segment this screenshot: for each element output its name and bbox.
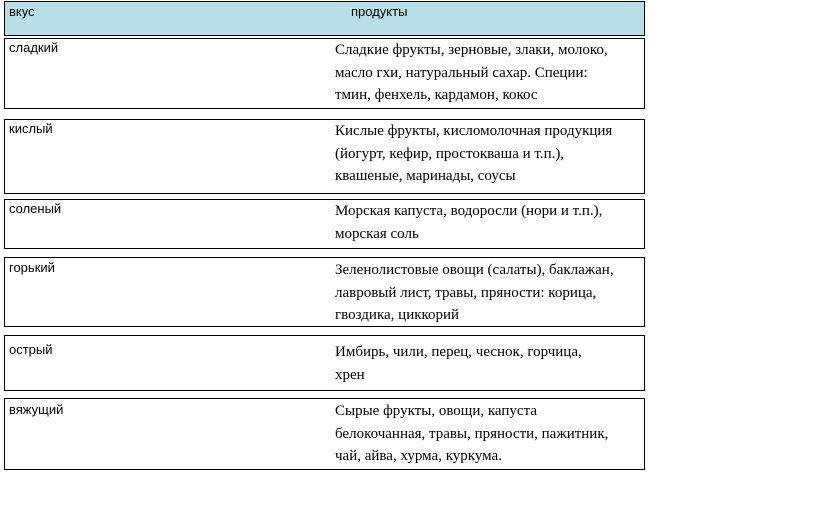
- products-cell: [335, 200, 647, 245]
- products-line: Сладкие фрукты, зерновые, злаки, молоко,: [335, 42, 608, 58]
- table-row: [4, 199, 645, 249]
- table-row: [4, 257, 645, 327]
- taste-cell: соленый: [9, 201, 62, 216]
- table-row: [4, 119, 645, 194]
- products-cell: [335, 120, 647, 188]
- taste-cell: вяжущий: [9, 402, 64, 417]
- table-row: [4, 335, 645, 391]
- header-taste: вкус: [9, 4, 35, 19]
- taste-cell: сладкий: [9, 40, 59, 55]
- table-row: [4, 398, 645, 470]
- products-line: масло гхи, натуральный сахар. Специи:: [335, 64, 588, 81]
- products-cell: [335, 400, 647, 468]
- taste-cell: горький: [9, 260, 55, 275]
- products-line: тмин, фенхель, кардамон, кокос: [335, 87, 538, 103]
- taste-cell: кислый: [9, 121, 53, 136]
- products-line: Сырые фрукты, овощи, капуста: [335, 403, 537, 419]
- products-line: лавровый лист, травы, пряности: корица,: [335, 284, 597, 301]
- products-line: квашеные, маринады, соусы: [335, 168, 516, 184]
- products-line: чай, айва, хурма, куркума.: [335, 448, 502, 464]
- products-line: Морская капуста, водоросли (нори и т.п.),: [335, 203, 603, 219]
- products-cell: [335, 341, 647, 386]
- products-line: морская соль: [335, 225, 419, 242]
- products-line: Зеленолистовые овощи (салаты), баклажан,: [335, 262, 614, 278]
- table-header: [4, 1, 645, 36]
- products-line: гвоздика, циккорий: [335, 307, 460, 323]
- taste-cell: острый: [9, 342, 53, 357]
- products-cell: [335, 39, 647, 107]
- table-row: [4, 38, 645, 109]
- products-line: белокочанная, травы, пряности, пажитник,: [335, 425, 609, 442]
- products-line: хрен: [335, 366, 365, 383]
- products-cell: [335, 259, 647, 327]
- header-products: продукты: [351, 4, 408, 19]
- products-line: (йогурт, кефир, простокваша и т.п.),: [335, 145, 565, 162]
- products-line: Кислые фрукты, кисломолочная продукция: [335, 123, 613, 139]
- products-line: Имбирь, чили, перец, чеснок, горчица,: [335, 344, 582, 360]
